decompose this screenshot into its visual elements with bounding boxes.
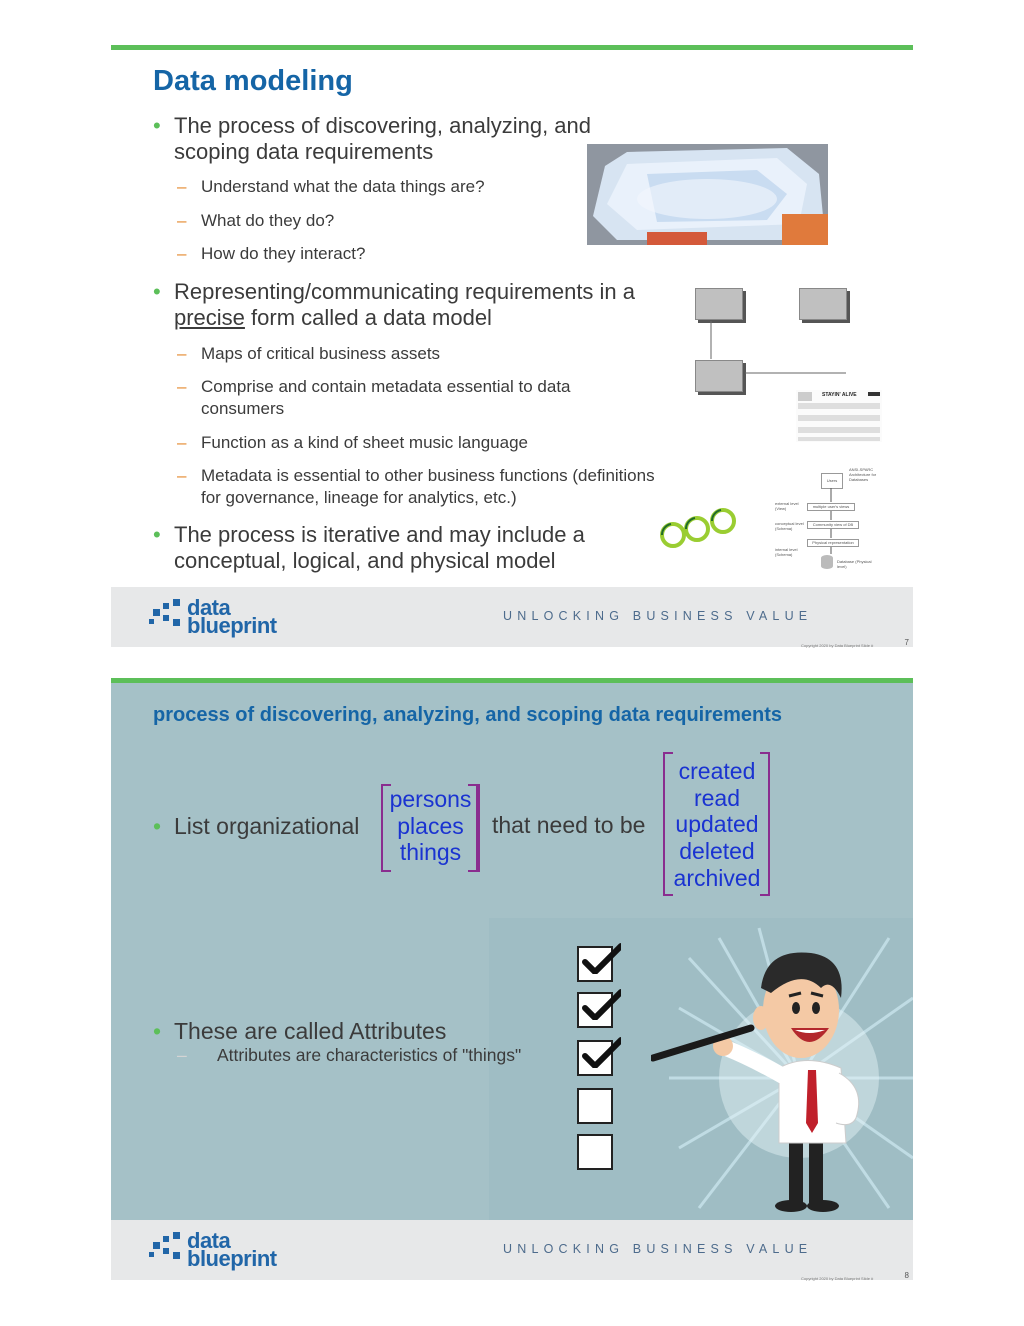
bullet-iterative <box>153 522 633 576</box>
operation-updated: updated <box>675 811 759 837</box>
logo-word-data: data <box>187 1228 231 1253</box>
ice-photo <box>587 144 828 245</box>
bullet-dot: • <box>153 1018 162 1044</box>
data-blueprint-logo <box>149 1228 299 1272</box>
slide-8 <box>111 678 913 1280</box>
ansi-views-box: multiple user's views <box>807 503 855 511</box>
check-icon <box>581 942 621 974</box>
slide-top-bar <box>111 678 913 683</box>
checkbox-4[interactable] <box>577 1088 613 1124</box>
bullet-dot: • <box>153 113 161 138</box>
slide-title: Data modeling <box>153 65 353 97</box>
ansi-community-box: Community view of DB <box>807 521 859 529</box>
sub-bullet: – Maps of critical business assets <box>177 344 441 363</box>
sub-bullet-text: What do they do? <box>201 211 335 230</box>
slide-number: 8 <box>904 1271 909 1280</box>
sub-bullet-text: Comprise and contain metadata essential to data consumers <box>201 377 571 418</box>
sub-bullet: – Metadata is essential to other business functions (definitions for governance, lineage for analytics, etc.) <box>177 465 657 509</box>
sub-bullet-text: Maps of critical business assets <box>201 344 441 363</box>
operation-created: created <box>678 758 756 784</box>
bullet-text: The process is iterative and may include a conceptual, logical, and physical model <box>174 522 585 573</box>
bullet-text: The process of discovering, analyzing, and scoping data requirements <box>174 113 592 164</box>
footer-tagline: UNLOCKING BUSINESS VALUE <box>503 1242 813 1256</box>
sub-bullet-text: Understand what the data things are? <box>201 177 485 196</box>
bullet-text: Representing/communicating requirements in a precise form called a data model <box>174 279 636 330</box>
operation-read: read <box>693 785 741 811</box>
bullet-dot: • <box>153 522 161 547</box>
businessman-illustration <box>651 948 871 1218</box>
logo-word-blueprint: blueprint <box>187 613 277 638</box>
operation-deleted: deleted <box>679 838 755 864</box>
ansi-physical-box: Physical representation <box>807 539 859 547</box>
bullet-text: These are called Attributes <box>174 1018 447 1044</box>
data-blueprint-logo <box>149 595 299 639</box>
ansi-external-label: external level (View) <box>775 501 799 511</box>
entity-persons: persons <box>389 786 472 812</box>
check-icon <box>581 988 621 1020</box>
sub-bullet: – What do they do? <box>177 211 335 230</box>
bullet-dot: • <box>153 813 162 839</box>
slide-title: process of discovering, analyzing, and scoping data requirements <box>153 704 783 726</box>
slide-footer <box>111 587 913 647</box>
ansi-database-label: Database (Physical level) <box>837 559 872 569</box>
bullet-representing <box>153 279 693 333</box>
sub-bullet: – Function as a kind of sheet music language <box>177 433 528 452</box>
checkbox-2[interactable] <box>577 992 613 1028</box>
footer-tagline: UNLOCKING BUSINESS VALUE <box>503 609 813 623</box>
entity-places: places <box>397 813 464 839</box>
iterative-cycle-icon <box>657 503 747 553</box>
sub-bullet-text: Attributes are characteristics of "things" <box>217 1045 522 1065</box>
bullet-attributes <box>153 1018 513 1046</box>
ansi-internal-label: internal level (Schema) <box>775 547 798 557</box>
ansi-sparc-diagram <box>773 463 887 575</box>
logo-word-blueprint: blueprint <box>187 1246 277 1271</box>
ansi-conceptual-label: conceptual level (Schema) <box>775 521 804 531</box>
bullet-dot: • <box>153 279 161 304</box>
connector-text: that need to be <box>492 812 646 838</box>
slide-top-bar <box>111 45 913 50</box>
slide-7 <box>111 45 913 647</box>
sub-bullet-text: Function as a kind of sheet music language <box>201 433 528 452</box>
checkbox-5[interactable] <box>577 1134 613 1170</box>
footer-copyright: Copyright 2020 by Data Blueprint Slide # <box>801 643 874 648</box>
entity-things: things <box>399 839 462 865</box>
sub-bullet-text: How do they interact? <box>201 244 366 263</box>
bullet-list-organizational <box>153 813 383 841</box>
check-icon <box>581 1036 621 1068</box>
logo-word-data: data <box>187 595 231 620</box>
sheet-music-title: STAYIN' ALIVE <box>822 392 857 398</box>
ansi-users-box: Users <box>821 473 843 489</box>
bullet-text: List organizational <box>174 813 360 839</box>
relationship-lines <box>691 315 851 385</box>
checkbox-1[interactable] <box>577 946 613 982</box>
sub-bullet: – Understand what the data things are? <box>177 177 485 196</box>
ansi-heading: ANSI-SPARC Architecture for Databases <box>849 467 877 482</box>
slide-footer <box>111 1220 913 1280</box>
sub-bullet: – Comprise and contain metadata essential to data consumers <box>177 376 617 420</box>
sub-bullet: – How do they interact? <box>177 244 366 263</box>
sub-bullet-text: Metadata is essential to other business functions (definitions for governance, lineage for analytics, etc.) <box>201 466 655 507</box>
bullet-process <box>153 113 633 167</box>
slide-number: 7 <box>904 638 909 647</box>
footer-copyright: Copyright 2020 by Data Blueprint Slide # <box>801 1276 874 1281</box>
checkbox-3[interactable] <box>577 1040 613 1076</box>
operation-archived: archived <box>673 865 761 891</box>
sheet-music-image <box>796 390 882 442</box>
sub-bullet: – Attributes are characteristics of "things" <box>177 1045 522 1065</box>
